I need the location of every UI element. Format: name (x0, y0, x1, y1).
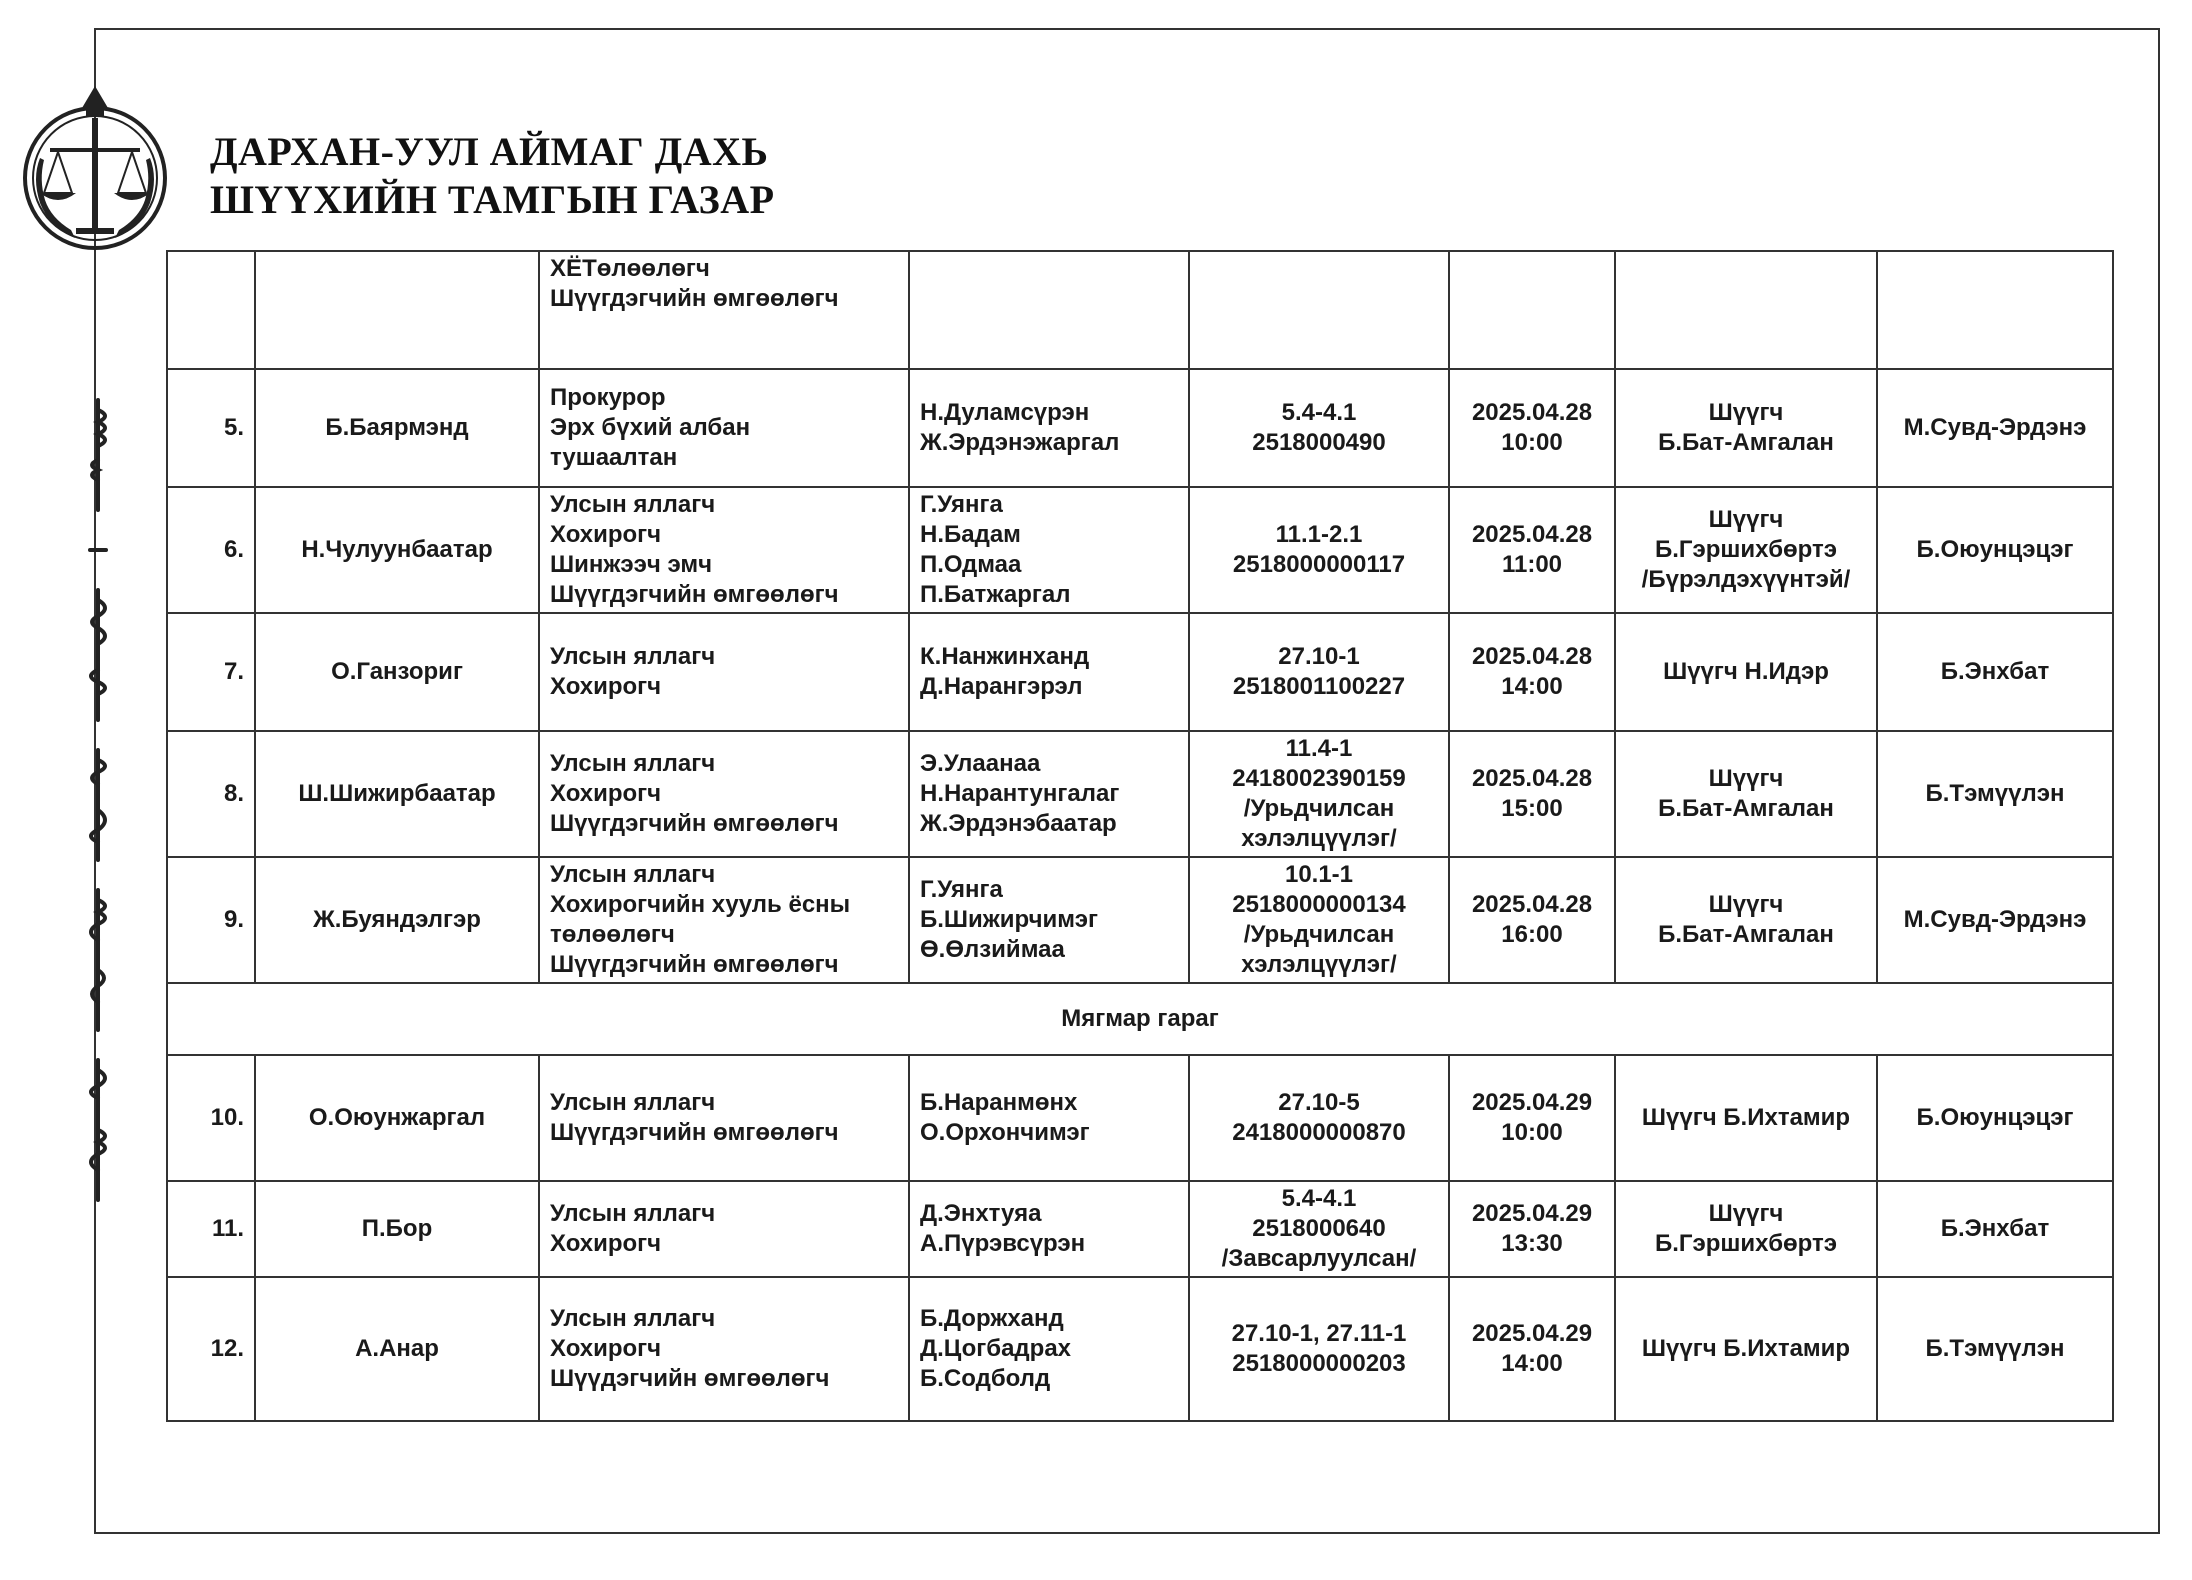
judge-cell: Шүүгч Н.Идэр (1615, 613, 1877, 731)
day-divider-row (167, 983, 2113, 1055)
hearing-schedule-table (166, 250, 2114, 1422)
clerk-cell: Б.Энхбат (1877, 1181, 2113, 1277)
judge-cell: Шүүгч Б.Бат-Амгалан (1615, 731, 1877, 857)
participants-cell: К.Нанжинханд Д.Нарангэрэл (909, 613, 1189, 731)
roles-cell: Улсын яллагч Хохирогч Шинжээч эмч Шүүгдэгчийн өмгөөлөгч (539, 487, 909, 613)
roles-cell: Прокурор Эрх бүхий албан тушаалтан (539, 369, 909, 487)
case-cell: 27.10-1, 27.11-1 2518000000203 (1189, 1277, 1449, 1421)
judge-cell: Шүүгч Б.Бат-Амгалан (1615, 857, 1877, 983)
roles-cell: Улсын яллагч Хохирогч Шүүгдэгчийн өмгөөлөгч (539, 731, 909, 857)
datetime-cell: 2025.04.28 10:00 (1449, 369, 1615, 487)
row-number: 6. (167, 487, 255, 613)
defendant-name: А.Анар (255, 1277, 539, 1421)
case-cell: 5.4-4.1 2518000490 (1189, 369, 1449, 487)
case-cell: 27.10-1 2518001100227 (1189, 613, 1449, 731)
datetime-cell: 2025.04.29 13:30 (1449, 1181, 1615, 1277)
participants-cell: Н.Дуламсүрэн Ж.Эрдэнэжаргал (909, 369, 1189, 487)
row-number: 5. (167, 369, 255, 487)
defendant-name: О.Оюунжаргал (255, 1055, 539, 1181)
row-number: 8. (167, 731, 255, 857)
page-frame-top (94, 28, 2160, 30)
header-title (210, 128, 775, 224)
clerk-cell: Б.Оюунцэцэг (1877, 1055, 2113, 1181)
defendant-name: Ш.Шижирбаатар (255, 731, 539, 857)
defendant-name: Н.Чулуунбаатар (255, 487, 539, 613)
roles-cell: Улсын яллагч Хохирогч (539, 613, 909, 731)
judge-cell: Шүүгч Б.Ихтамир (1615, 1277, 1877, 1421)
row-number: 12. (167, 1277, 255, 1421)
roles-cell: ХЁТөлөөлөгч Шүүгдэгчийн өмгөөлөгч (539, 251, 909, 369)
table-row (167, 369, 2113, 487)
table-row (167, 731, 2113, 857)
row-number: 10. (167, 1055, 255, 1181)
participants-cell: Г.Уянга Б.Шижирчимэг Ө.Өлзиймаа (909, 857, 1189, 983)
table-row (167, 1181, 2113, 1277)
roles-cell: Улсын яллагч Шүүгдэгчийн өмгөөлөгч (539, 1055, 909, 1181)
judge-cell: Шүүгч Б.Гэршихбөртэ (1615, 1181, 1877, 1277)
defendant-name: О.Ганзориг (255, 613, 539, 731)
table-row (167, 1055, 2113, 1181)
clerk-cell: Б.Тэмүүлэн (1877, 731, 2113, 857)
mongolian-script-motto-icon (70, 390, 126, 1210)
row-number: 11. (167, 1181, 255, 1277)
datetime-cell: 2025.04.28 16:00 (1449, 857, 1615, 983)
judge-cell: Шүүгч Б.Ихтамир (1615, 1055, 1877, 1181)
defendant-name: Ж.Буяндэлгэр (255, 857, 539, 983)
court-emblem-icon (10, 78, 180, 258)
roles-cell: Улсын яллагч Хохирогч (539, 1181, 909, 1277)
roles-cell: Улсын яллагч Хохирогчийн хууль ёсны төлөөлөгч Шүүгдэгчийн өмгөөлөгч (539, 857, 909, 983)
judge-cell: Шүүгч Б.Гэршихбөртэ /Бүрэлдэхүүнтэй/ (1615, 487, 1877, 613)
datetime-cell: 2025.04.28 14:00 (1449, 613, 1615, 731)
case-cell: 27.10-5 2418000000870 (1189, 1055, 1449, 1181)
participants-cell: Б.Доржханд Д.Цогбадрах Б.Содболд (909, 1277, 1189, 1421)
row-number: 7. (167, 613, 255, 731)
table-row-continued (167, 251, 2113, 369)
participants-cell: Д.Энхтуяа А.Пүрэвсүрэн (909, 1181, 1189, 1277)
day-label: Мягмар гараг (167, 983, 2113, 1055)
clerk-cell: Б.Оюунцэцэг (1877, 487, 2113, 613)
table-row (167, 487, 2113, 613)
clerk-cell: М.Сувд-Эрдэнэ (1877, 857, 2113, 983)
datetime-cell: 2025.04.29 14:00 (1449, 1277, 1615, 1421)
participants-cell: Г.Уянга Н.Бадам П.Одмаа П.Батжаргал (909, 487, 1189, 613)
roles-cell: Улсын яллагч Хохирогч Шүүдэгчийн өмгөөлөгч (539, 1277, 909, 1421)
case-cell: 11.4-1 2418002390159 /Урьдчилсан хэлэлцүүлэг/ (1189, 731, 1449, 857)
defendant-name: П.Бор (255, 1181, 539, 1277)
clerk-cell: Б.Энхбат (1877, 613, 2113, 731)
judge-cell: Шүүгч Б.Бат-Амгалан (1615, 369, 1877, 487)
participants-cell: Б.Наранмөнх О.Орхончимэг (909, 1055, 1189, 1181)
datetime-cell: 2025.04.28 15:00 (1449, 731, 1615, 857)
header-title-line2: ШҮҮХИЙН ТАМГЫН ГАЗАР (210, 177, 775, 222)
row-number: 9. (167, 857, 255, 983)
table-row (167, 1277, 2113, 1421)
case-cell: 11.1-2.1 2518000000117 (1189, 487, 1449, 613)
datetime-cell: 2025.04.28 11:00 (1449, 487, 1615, 613)
case-cell: 5.4-4.1 2518000640 /Завсарлуулсан/ (1189, 1181, 1449, 1277)
defendant-name: Б.Баярмэнд (255, 369, 539, 487)
datetime-cell: 2025.04.29 10:00 (1449, 1055, 1615, 1181)
participants-cell: Э.Улаанаа Н.Нарантунгалаг Ж.Эрдэнэбаатар (909, 731, 1189, 857)
case-cell: 10.1-1 2518000000134 /Урьдчилсан хэлэлцүүлэг/ (1189, 857, 1449, 983)
table-row (167, 857, 2113, 983)
clerk-cell: М.Сувд-Эрдэнэ (1877, 369, 2113, 487)
header-title-line1: ДАРХАН-УУЛ АЙМАГ ДАХЬ (210, 129, 769, 174)
clerk-cell: Б.Тэмүүлэн (1877, 1277, 2113, 1421)
table-row (167, 613, 2113, 731)
